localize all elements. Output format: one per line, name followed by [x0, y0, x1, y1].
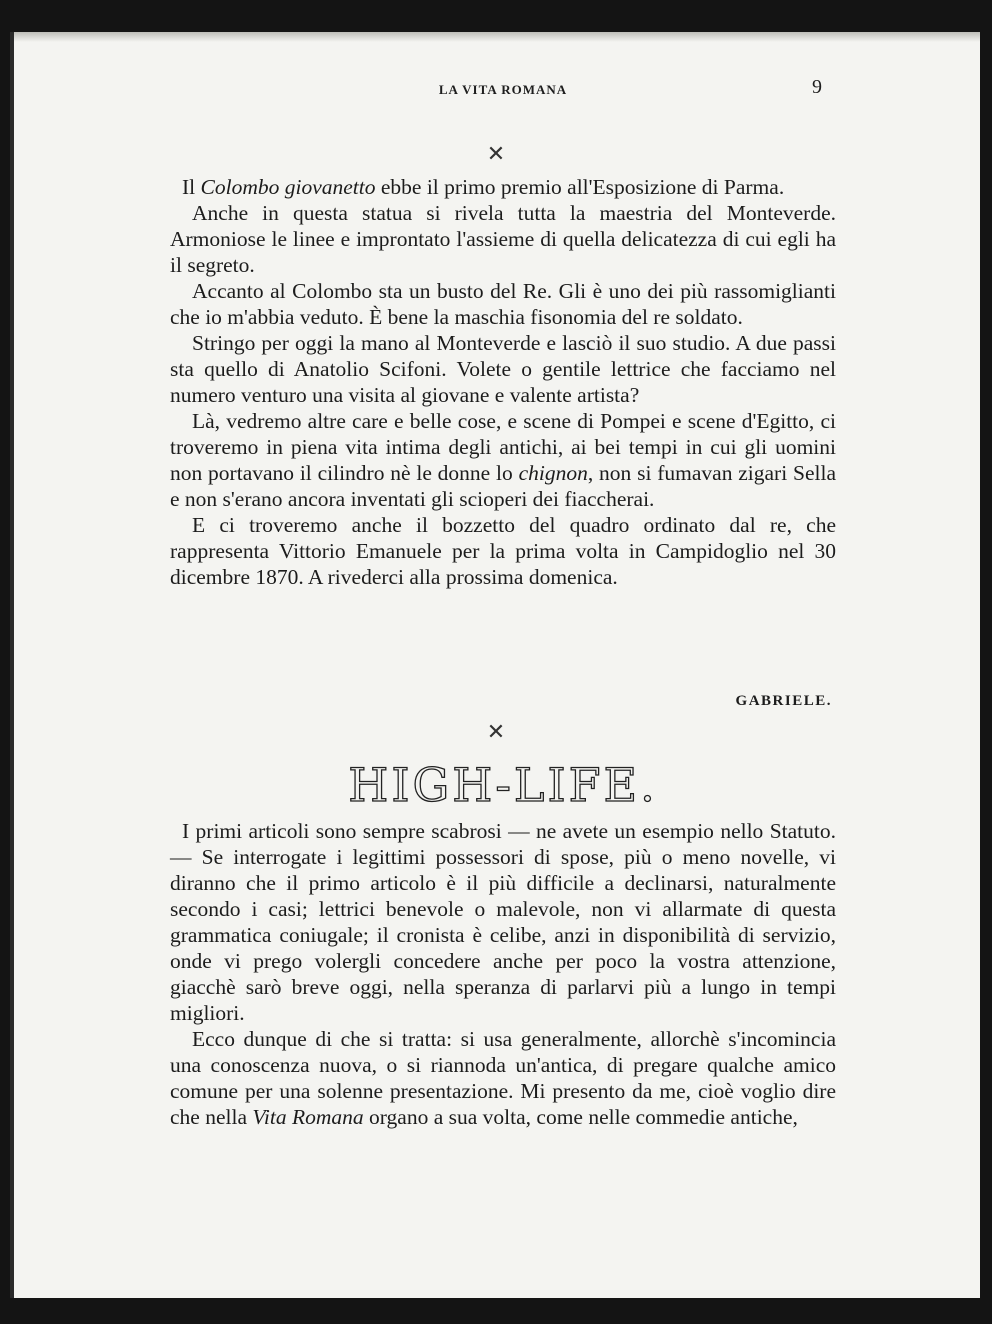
paragraph-3: Accanto al Colombo sta un busto del Re. Gli è uno dei più rassomiglianti che io m'abbia veduto. È bene la maschia fisonomia del re soldato.	[170, 279, 836, 329]
paragraph-2: Ecco dunque di che si tratta: si usa generalmente, allorchè s'incomincia una conoscenza nuova, o si riannoda un'antica, di pregare qualche amico comune per una solenne presentazione. Mi presento da me, cioè voglio dire che nella Vita Romana organo a sua volta, come nelle commedie antiche,	[170, 1027, 836, 1129]
paragraph-2: Anche in questa statua si rivela tutta la maestria del Monteverde. Armoniose le linee e improntato l'assieme di quella delicatezza di cui egli ha il segreto.	[170, 201, 836, 277]
paragraph-1: I primi articoli sono sempre scabrosi — ne avete un esempio nello Statuto. — Se interrogate i legittimi possessori di spose, più o meno novelle, vi diranno che il primo articolo è il più difficile a declinarsi, naturalmente secondo i casi; lettrici benevole o malevole, non vi allarmate di questa grammatica coniugale; il cronista è celibe, anzi in disponibilità di servizio, onde vi prego volergli concedere anche per poco la vostra attenzione, giacchè sarò breve oggi, nella speranza di parlarvi più a lungo in tempi migliori.	[170, 819, 836, 1025]
paragraph-5: Là, vedremo altre care e belle cose, e scene di Pompei e scene d'Egitto, ci troveremo in piena vita intima degli antichi, ai bei tempi in cui gli uomini non portavano il cilindro nè le donne lo chignon, non si fumavan zigari Sella e non s'erano ancora inventati gli scioperi dei fiaccherai.	[170, 409, 836, 511]
italic-word: chignon	[518, 461, 588, 485]
section-separator-top: ✕	[486, 142, 506, 167]
italic-title: Colombo giovanetto	[200, 175, 376, 199]
page-header	[170, 76, 836, 106]
article-monteverde	[170, 174, 836, 590]
author-signature: GABRIELE.	[735, 693, 832, 709]
article-high-life	[170, 818, 836, 1130]
page-number: 9	[812, 76, 822, 98]
running-title: LA VITA ROMANA	[438, 82, 568, 97]
paragraph-4: Stringo per oggi la mano al Monteverde e lasciò il suo studio. A due passi sta quello di Anatolio Scifoni. Volete o gentile lettrice che facciamo nel numero venturo una visita al giovane e valente artista?	[170, 331, 836, 407]
paragraph-1: Il Colombo giovanetto ebbe il primo premio all'Esposizione di Parma.	[182, 175, 785, 199]
section-headline: HIGH-LIFE.	[348, 758, 658, 812]
section-separator: ✕	[486, 720, 506, 745]
italic-title: Vita Romana	[252, 1105, 364, 1129]
paragraph-6: E ci troveremo anche il bozzetto del quadro ordinato dal re, che rappresenta Vittorio Emanuele per la prima volta in Campidoglio nel 30 dicembre 1870. A rivederci alla prossima domenica.	[170, 513, 836, 589]
